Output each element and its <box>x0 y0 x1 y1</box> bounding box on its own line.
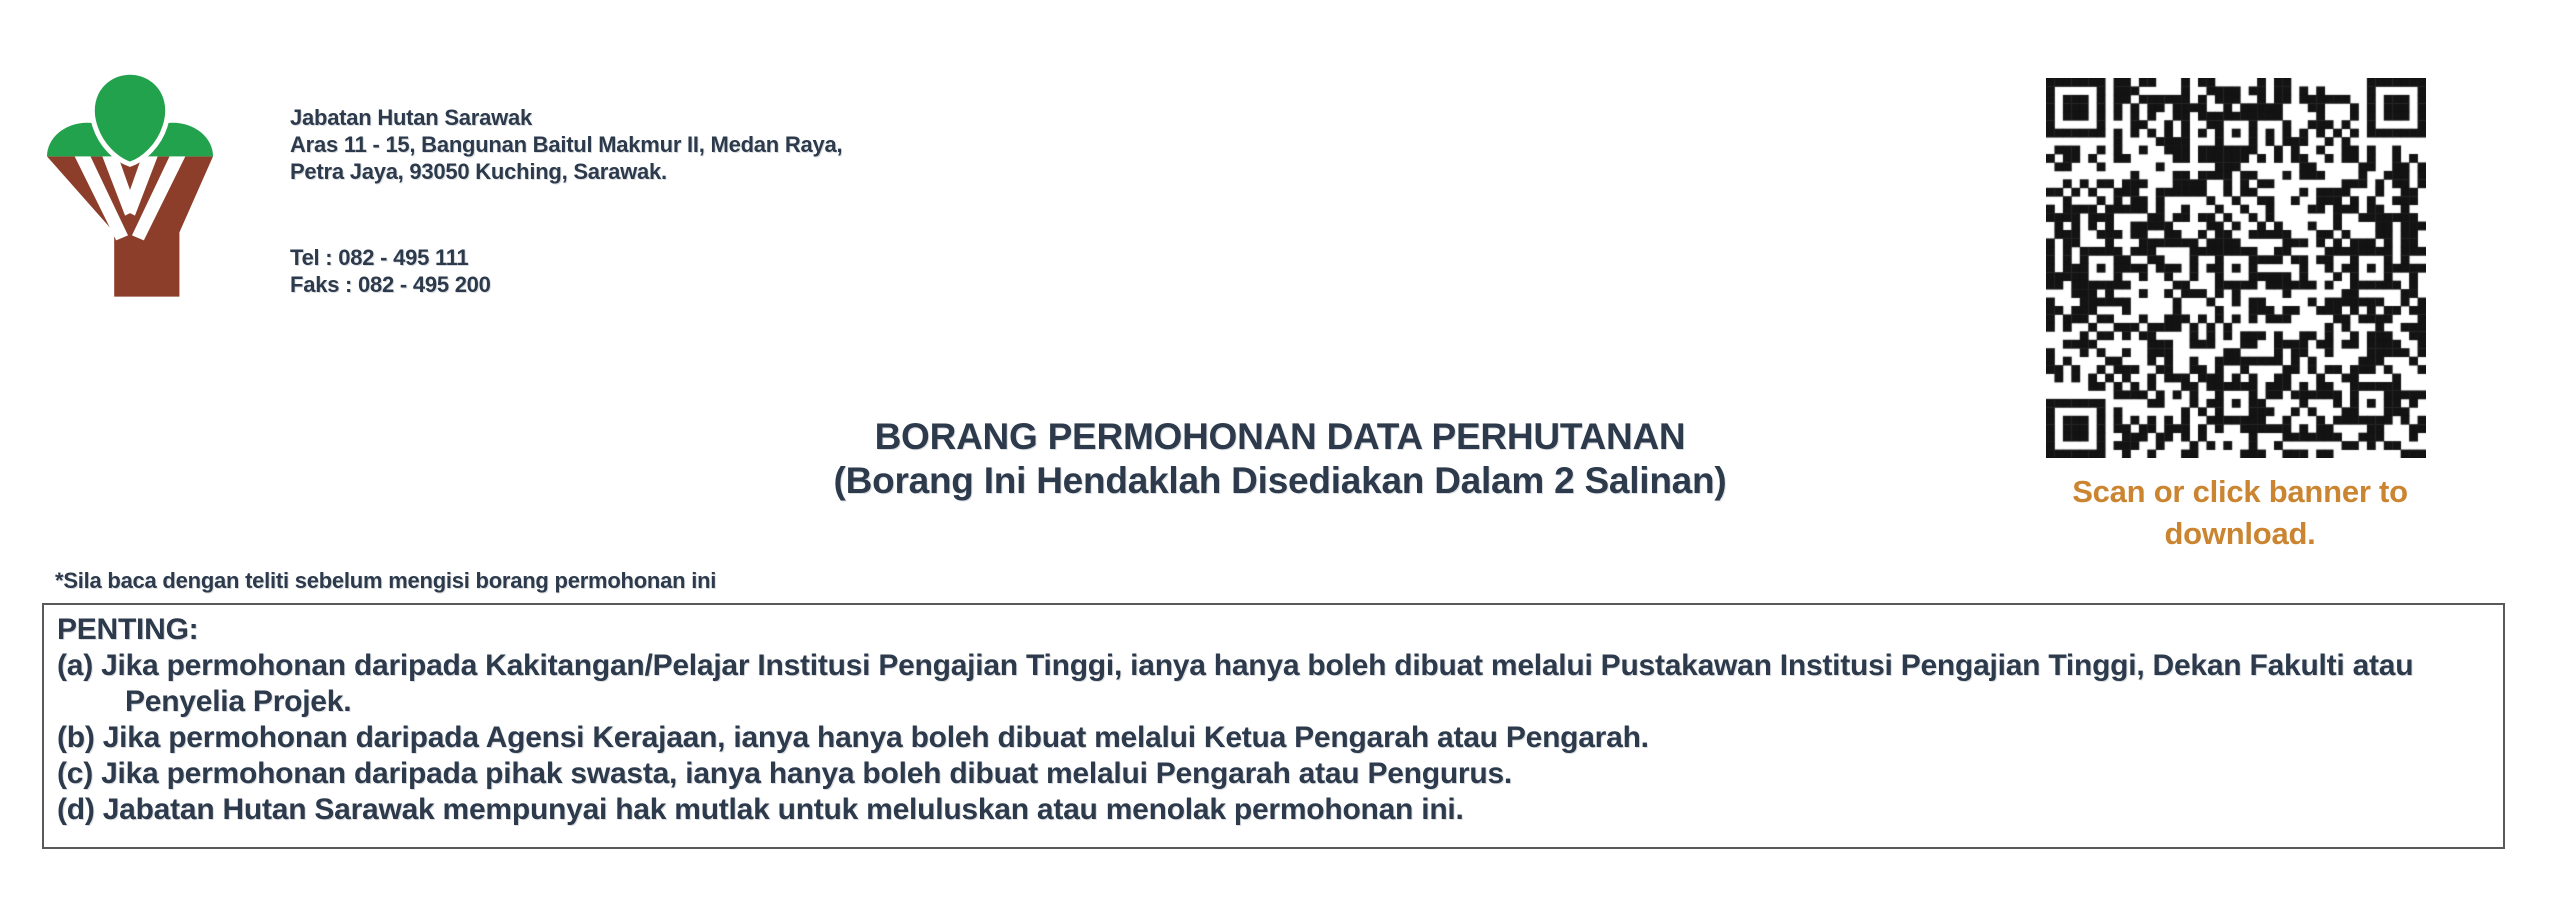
read-carefully-note: *Sila baca dengan teliti sebelum mengisi borang permohonan ini <box>55 568 717 593</box>
form-title <box>0 415 2560 503</box>
important-notice-box <box>42 603 2505 849</box>
org-address-line2: Petra Jaya, 93050 Kuching, Sarawak. <box>290 159 667 184</box>
tree-logo-icon <box>45 68 215 298</box>
penting-item-d-text: Jabatan Hutan Sarawak mempunyai hak mutlak untuk meluluskan atau menolak permohonan ini. <box>102 793 1464 826</box>
penting-item-c-label: (c) <box>57 757 93 790</box>
org-name: Jabatan Hutan Sarawak <box>290 105 532 130</box>
penting-item-b-label: (b) <box>57 721 95 754</box>
qr-caption-line1: Scan or click banner to <box>2072 474 2408 509</box>
penting-item-a-text: Jika permohonan daripada Kakitangan/Pelajar Institusi Pengajian Tinggi, ianya hanya boleh dibuat melalui Pustakawan Institusi Pengajian Tinggi, Dekan Fakulti atau Penyelia Projek. <box>101 649 2414 718</box>
penting-item-d <box>57 792 2490 828</box>
form-title-line2: (Borang Ini Hendaklah Disediakan Dalam 2 Salinan) <box>833 460 1727 501</box>
penting-item-d-label: (d) <box>57 793 95 826</box>
qr-code[interactable] <box>2046 78 2426 458</box>
penting-item-a <box>57 648 2490 720</box>
penting-heading: PENTING: <box>57 613 199 646</box>
org-address-line1: Aras 11 - 15, Bangunan Baitul Makmur II, Medan Raya, <box>290 132 843 157</box>
contact-block <box>290 244 491 298</box>
penting-item-c-text: Jika permohonan daripada pihak swasta, ianya hanya boleh dibuat melalui Pengarah atau Pengurus. <box>101 757 1512 790</box>
penting-item-b <box>57 720 2490 756</box>
qr-caption-line2: download. <box>2164 516 2316 551</box>
org-tel: Tel : 082 - 495 111 <box>290 245 469 270</box>
form-title-line1: BORANG PERMOHONAN DATA PERHUTANAN <box>874 416 1686 457</box>
penting-item-b-text: Jika permohonan daripada Agensi Kerajaan, ianya hanya boleh dibuat melalui Ketua Pengarah atau Pengarah. <box>102 721 1649 754</box>
penting-item-c <box>57 756 2490 792</box>
penting-item-a-label: (a) <box>57 649 93 682</box>
org-address-block <box>290 104 842 185</box>
org-faks: Faks : 082 - 495 200 <box>290 272 491 297</box>
jabatan-hutan-sarawak-logo <box>45 68 215 298</box>
